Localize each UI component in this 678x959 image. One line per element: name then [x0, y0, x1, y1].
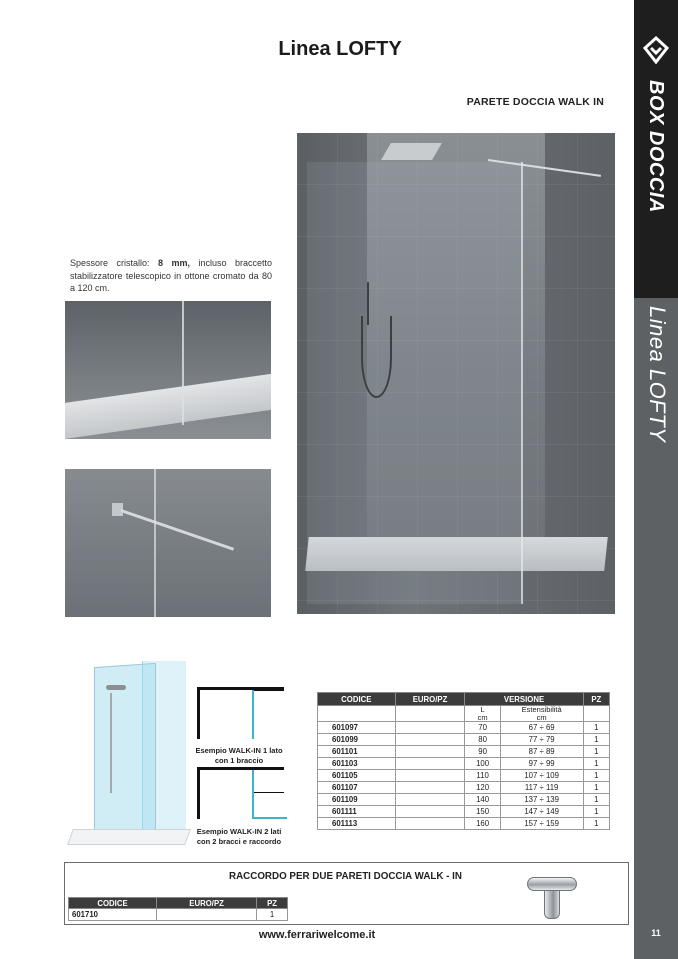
col-versione: VERSIONE	[465, 693, 583, 706]
plan-diagram-2-sides	[197, 767, 284, 819]
shield-logo-icon	[642, 36, 670, 64]
table-row: 601113 160 157 ÷ 159 1	[318, 818, 610, 830]
tee-connector-icon	[527, 867, 577, 921]
table-row: 601103 100 97 ÷ 99 1	[318, 758, 610, 770]
shower-illustration	[66, 653, 191, 848]
raccordo-table: CODICE EURO/PZ PZ 601710 1	[68, 897, 288, 921]
plan-caption-2: Esempio WALK-IN 2 lati con 2 bracci e raccordo	[196, 827, 282, 846]
side-band	[634, 0, 678, 959]
description: Spessore cristallo: 8 mm, incluso braccetto stabilizzatore telescopico in ottone cromato da 80 a 120 cm.	[70, 258, 272, 294]
table-row: 601105 110 107 ÷ 109 1	[318, 770, 610, 782]
table-row: 601710 1	[69, 909, 288, 921]
plan-caption-1: Esempio WALK-IN 1 lato con 1 braccio	[195, 746, 283, 765]
main-shower-photo	[297, 133, 615, 614]
col-codice: CODICE	[318, 693, 396, 706]
side-section-label: BOX DOCCIA	[645, 80, 667, 213]
plan-diagram-1-side	[197, 687, 284, 739]
table-row: 601097 70 67 ÷ 69 1	[318, 722, 610, 734]
shower-head	[381, 143, 442, 160]
detail-photo-tray	[65, 301, 271, 439]
page-title: Linea LOFTY	[278, 38, 402, 60]
side-line-label: Linea LOFTY	[645, 306, 670, 443]
detail-photo-arm	[65, 469, 271, 617]
table-row: 601101 90 87 ÷ 89 1	[318, 746, 610, 758]
page-subtitle: PARETE DOCCIA WALK IN	[466, 96, 604, 108]
raccordo-box	[64, 862, 629, 925]
table-row: 601111 150 147 ÷ 149 1	[318, 806, 610, 818]
glass-panel	[307, 162, 523, 605]
price-table	[317, 692, 610, 830]
table-row: 601107 120 117 ÷ 119 1	[318, 782, 610, 794]
raccordo-title: RACCORDO PER DUE PARETI DOCCIA WALK - IN	[229, 871, 462, 882]
page-number: 11	[651, 928, 661, 938]
col-pz: PZ	[583, 693, 609, 706]
side-band-top	[634, 0, 678, 298]
table-row: 601109 140 137 ÷ 139 1	[318, 794, 610, 806]
footer-url[interactable]: www.ferrariwelcome.it	[258, 929, 376, 941]
table-row: 601099 80 77 ÷ 79 1	[318, 734, 610, 746]
table-subheader: L cm Estensibilità cm	[318, 706, 610, 722]
col-euro: EURO/PZ	[395, 693, 465, 706]
